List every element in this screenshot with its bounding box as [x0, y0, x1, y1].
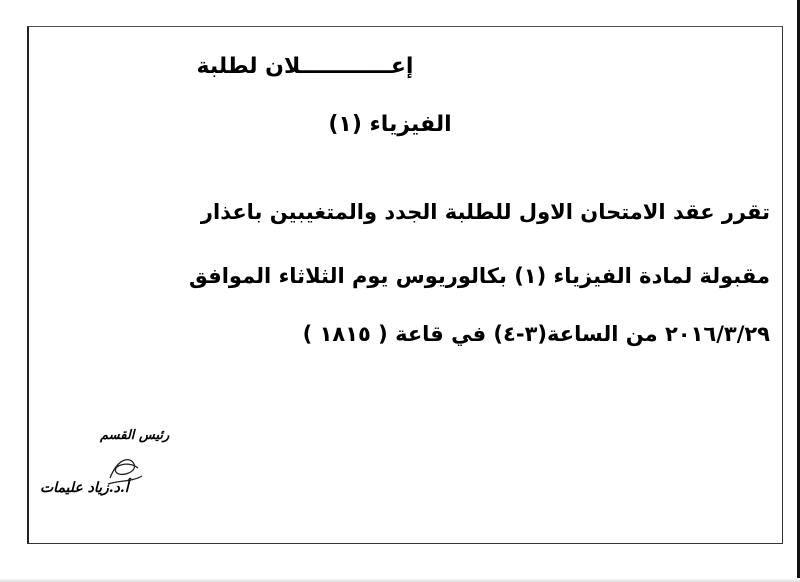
announcement-title: إعــــــــــــلان لطلبة	[196, 54, 414, 79]
body-line-2: مقبولة لمادة الفيزياء (١) بكالوريوس يوم الثلاثاء الموافق	[189, 264, 770, 288]
signature-block	[40, 420, 210, 520]
department-head-label: رئيس القسم	[100, 428, 170, 443]
scan-shadow	[0, 578, 800, 582]
body-line-1: تقرر عقد الامتحان الاول للطلبة الجدد والمتغيبين باعذار	[200, 200, 770, 224]
announcement-subject: الفيزياء (١)	[328, 112, 452, 137]
body-line-3: ٢٠١٦/٣/٢٩ من الساعة(٣-٤) في قاعة ( ١٨١٥ )	[302, 322, 770, 346]
signatory-name: أ.د.زياد عليمات	[40, 480, 129, 496]
